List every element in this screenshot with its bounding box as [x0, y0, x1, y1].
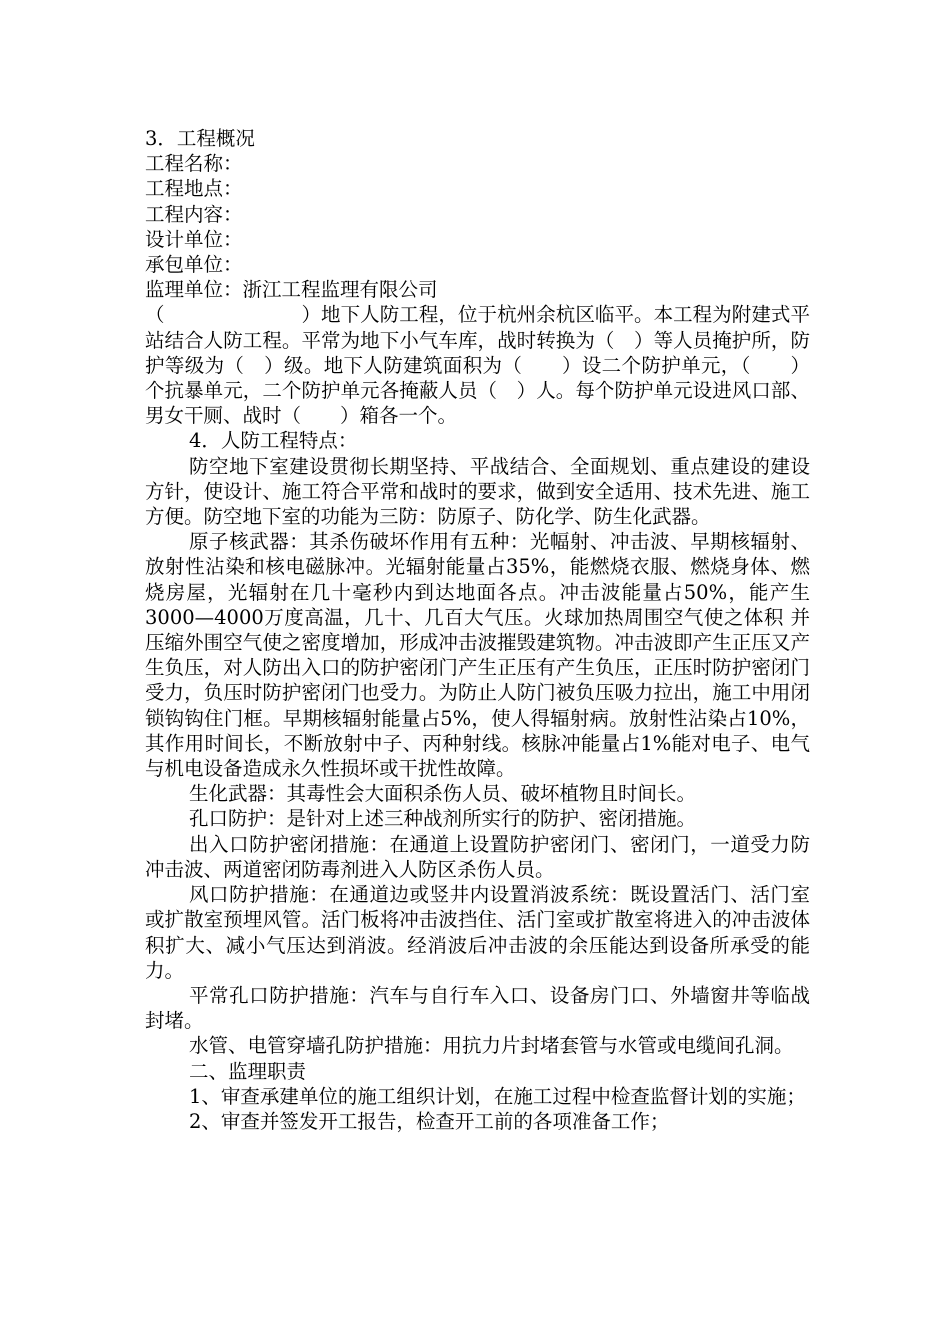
contractor-unit-line: 承包单位： — [145, 253, 243, 277]
body-paragraph: 原子核武器：其杀伤破坏作用有五种：光幅射、冲击波、早期核辐射、放射性沾染和核电磁脉冲。光辐射能量占35%，能燃烧衣服、燃烧身体、燃烧房屋，光辐射在几十毫秒内到达地面各点。冲击波能量占50%，能产生3000—4000万度高温，几十、几百大气压。火球加热周围空气使之体积 并压缩外围空气使之密度增加，形成冲击波摧毁建筑物。冲击波即产生正压又产生负压，对人防出入口的防护密闭门产生正压有产生负压，正压时防护密闭门受力，负压时防护密闭门也受力。为防止人防门被负压吸力拉出，施工中用闭锁钩钩住门框。早期核辐射能量占5%，使人得辐射病。放射性沾染占10%，其作用时间长，不断放射中子、丙种射线。核脉冲能量占1%能对电子、电气与机电设备造成永久性损坏或干扰性故障。 — [145, 530, 810, 781]
body-paragraph: 平常孔口防护措施：汽车与自行车入口、设备房门口、外墙窗井等临战封堵。 — [145, 983, 810, 1033]
design-unit-line: 设计单位： — [145, 227, 243, 251]
document-body — [145, 126, 810, 1134]
section-3-heading: 3．工程概况 — [145, 127, 255, 150]
body-paragraph: 水管、电管穿墙孔防护措施：用抗力片封堵套管与水管或电缆间孔洞。 — [189, 1034, 794, 1058]
duty-item: 2、审查并签发开工报告，检查开工前的各项准备工作； — [189, 1109, 670, 1133]
project-name-line: 工程名称： — [145, 152, 243, 176]
project-content-line: 工程内容： — [145, 202, 243, 226]
body-paragraph: 风口防护措施：在通道边或竖井内设置消波系统：既设置活门、活门室或扩散室预埋风管。活门板将冲击波挡住、活门室或扩散室将进入的冲击波体积扩大、减小气压达到消波。经消波后冲击波的余压能达到设备所承受的能力。 — [145, 883, 810, 982]
body-paragraph: 孔口防护：是针对上述三种战剂所实行的防护、密闭措施。 — [189, 807, 697, 831]
section-two-heading: 二、监理职责 — [189, 1059, 307, 1083]
supervision-unit-line: 监理单位：浙江工程监理有限公司 — [145, 278, 438, 302]
body-paragraph: 生化武器：其毒性会大面积杀伤人员、破坏植物且时间长。 — [189, 782, 697, 806]
body-paragraph: 防空地下室建设贯彻长期坚持、平战结合、全面规划、重点建设的建设方针，使设计、施工符合平常和战时的要求，做到安全适用、技术先进、施工方便。防空地下室的功能为三防：防原子、防化学、防生化武器。 — [145, 454, 810, 529]
section-4-heading: 4．人防工程特点： — [189, 429, 358, 453]
body-paragraph: 出入口防护密闭措施：在通道上设置防护密闭门、密闭门，一道受力防冲击波、两道密闭防毒剂进入人防区杀伤人员。 — [145, 832, 810, 881]
overview-paragraph: （ ）地下人防工程，位于杭州余杭区临平。本工程为附建式平站结合人防工程。平常为地下小气车库，战时转换为（ ）等人员掩护所，防护等级为（ ）级。地下人防建筑面积为（ ）设二个防护单元，（ ）个抗暴单元，二个防护单元各掩蔽人员（ ）人。每个防护单元设进风口部、男女干厕、战时（ ）箱各一个。 — [145, 303, 810, 428]
duty-item: 1、审查承建单位的施工组织计划，在施工过程中检查监督计划的实施； — [189, 1084, 806, 1108]
project-location-line: 工程地点： — [145, 177, 243, 201]
